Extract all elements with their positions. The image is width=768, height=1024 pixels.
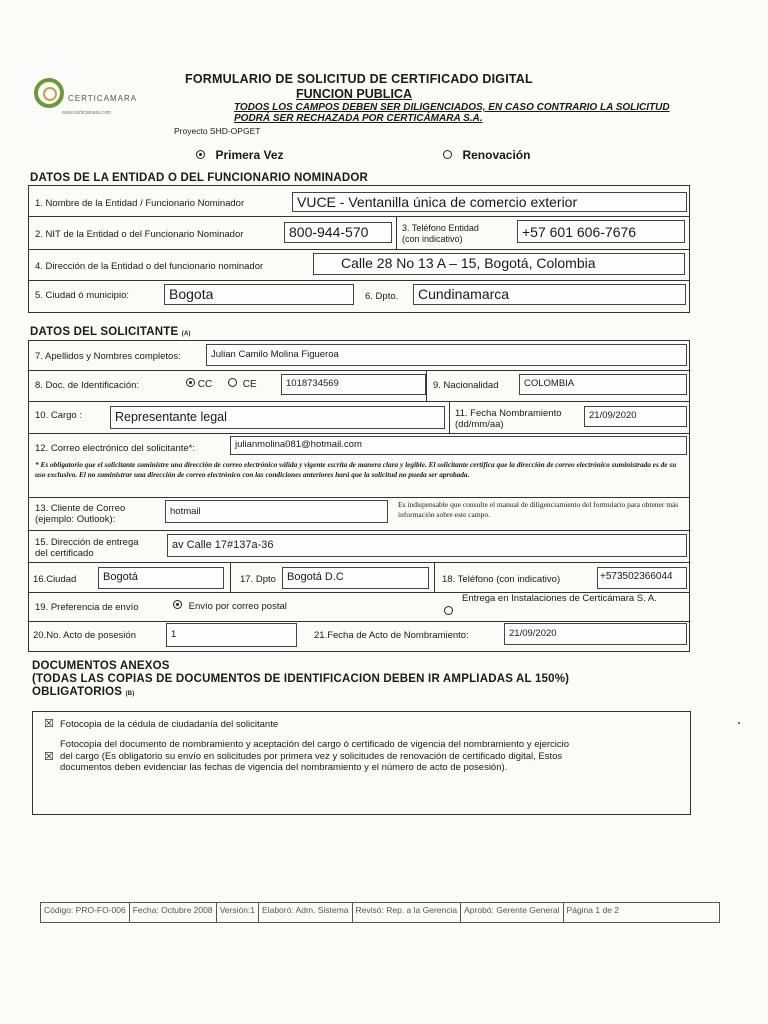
act-date-label: 21.Fecha de Acto de Nombramiento: [314,630,469,641]
warning-line-1: TODOS LOS CAMPOS DEBEN SER DILIGENCIADOS, EN CASO CONTRARIO LA SOLICITUD [234,102,670,113]
act-number-label: 20.No. Acto de posesión [33,630,136,641]
mail-client-label [35,503,125,525]
option-cc[interactable] [186,378,212,390]
option-office-pickup-label: Entrega en Instalaciones de Certicámara S. A. [462,593,657,604]
applicant-names-field[interactable]: Julian Camilo Molina Figueroa [206,344,687,366]
cell-divider [396,217,397,250]
option-office-pickup[interactable] [444,602,453,620]
footer-approved-by: Aprobó: Gerente General [461,903,563,922]
option-postal-mail[interactable] [173,600,287,612]
option-first-time-label: Primera Vez [215,148,284,162]
role-label: 10. Cargo : [35,410,82,421]
cell-divider [230,563,231,592]
entity-name-field[interactable]: VUCE - Ventanilla única de comercio exterior [292,192,687,212]
footer-date: Fecha: Octubre 2008 [130,903,217,922]
radio-empty-icon[interactable] [444,606,453,615]
entity-section-title: DATOS DE LA ENTIDAD O DEL FUNCIONARIO NOMINADOR [30,172,369,184]
attachments-title [32,660,569,701]
cell-divider [434,563,435,592]
applicant-section-mark: (A) [181,331,191,337]
id-doc-label: 8. Doc. de Identificación: [35,380,140,391]
footer-code: Código: PRO-FO-006 [41,903,130,922]
act-date-field[interactable]: 21/09/2020 [504,623,687,645]
entity-dept-field[interactable]: Cundinamarca [413,284,686,305]
email-label: 12. Correo electrónico del solicitante*: [35,443,196,454]
document-footer [40,902,720,923]
radio-empty-icon[interactable] [443,150,452,159]
delivery-label [35,537,139,559]
dept-field[interactable]: Bogotá D.C [282,567,429,589]
delivery-label-1: 15. Dirección de entrega [35,537,139,548]
project-label: Proyecto SHD-OPGET [174,126,261,136]
entity-phone-label [402,223,479,245]
certicamara-logo-center [43,87,57,101]
option-renewal[interactable] [443,146,530,164]
attachment-item-2-line-1: Fotocopia del documento de nombramiento y aceptación del cargo ó certificado de vigencia del nombramiento y ejercicio [60,739,570,750]
footer-page: Página 1 de 2 [566,905,620,915]
entity-city-label: 5. Ciudad ó municipio: [35,290,129,301]
city-label: 16.Ciudad [33,574,77,585]
entity-phone-label-2: (con indicativo) [402,234,463,244]
delivery-field[interactable]: av Calle 17#137a-36 [167,534,687,557]
row-divider [28,497,690,498]
appt-date-field[interactable]: 21/09/2020 [584,406,687,427]
option-postal-mail-label: Envío por correo postal [188,601,287,612]
footer-made-by: Elaboró: Adm. Sistema [259,903,352,922]
logo-brand: CERTICAMARA [68,94,138,103]
applicant-names-label: 7. Apellidos y Nombres completos: [35,351,181,362]
entity-nit-label: 2. NIT de la Entidad o del Funcionario Nominador [35,229,244,240]
id-number-field[interactable]: 1018734569 [281,374,426,395]
nationality-label: 9. Nacionalidad [433,380,499,391]
radio-selected-icon[interactable] [186,378,195,387]
option-renewal-label: Renovación [462,148,531,162]
phone-field[interactable]: +573502366044 [597,567,687,589]
entity-city-field[interactable]: Bogota [164,284,354,305]
attachments-title-3: OBLIGATORIOS [32,686,123,698]
entity-name-label: 1. Nombre de la Entidad / Funcionario Nominador [35,198,245,209]
attachments-title-1: DOCUMENTOS ANEXOS [32,660,170,672]
entity-dept-label: 6. Dpto. [365,291,399,302]
option-cc-label: CC [197,379,213,390]
email-field[interactable]: julianmolina081@hotmail.com [230,436,687,455]
manual-note: Es indispensable que consulte el manual de diligenciamiento del formulario para obtener más información sobre este campo. [398,500,679,519]
act-number-field[interactable]: 1 [166,623,297,647]
role-field[interactable]: Representante legal [110,406,445,429]
city-field[interactable]: Bogotá [98,567,224,589]
entity-address-field[interactable]: Calle 28 No 13 A – 15, Bogotá, Colombia [313,253,685,275]
entity-phone-label-1: 3. Teléfono Entidad [402,223,479,233]
nationality-field[interactable]: COLOMBIA [519,374,687,395]
appt-date-label-2: (dd/mm/aa) [455,419,504,430]
footer-version: Versión:1 [217,903,259,922]
radio-selected-icon[interactable] [196,150,205,159]
radio-empty-icon[interactable] [228,378,237,387]
entity-address-label: 4. Dirección de la Entidad o del funcionario nominador [35,261,264,272]
mail-client-label-1: 13. Cliente de Correo [35,503,126,514]
form-subtitle: FUNCION PUBLICA [296,87,412,101]
applicant-section-title-text: DATOS DEL SOLICITANTE [30,326,179,338]
mail-client-label-2: (ejemplo: Outlook): [35,514,116,525]
attachment-item-2-line-2: del cargo (Es obligatorio su envío en solicitudes por primera vez y solicitudes de renovación de certificado digital, Estos [60,750,563,762]
email-note: * Es obligatorio que el solicitante suministre una dirección de correo electrónico válida y vigente escrita de manera clara y legible. El solicitante certifica que la dirección de correo electrónico suministrada es de su uso exclusivo. El no suministrar una dirección de correo electrónico con las condiciones anteriores hará que la solicitud no pueda ser aprobada. [35,460,677,479]
appt-date-label-1: 11. Fecha Nombramiento [455,408,562,419]
cell-divider [449,402,450,434]
scan-speck [738,722,740,724]
attachments-title-mark: (B) [125,691,135,697]
delivery-label-2: del certificado [35,548,94,559]
dept-label: 17. Dpto [240,574,276,585]
form-title: FORMULARIO DE SOLICITUD DE CERTIFICADO DIGITAL [185,72,533,86]
applicant-section-title [30,326,191,338]
radio-selected-icon[interactable] [173,600,182,609]
warning-line-2: PODRÁ SER RECHAZADA POR CERTICÁMARA S.A. [234,113,483,124]
entity-phone-field[interactable]: +57 601 606-7676 [517,220,685,243]
mail-client-field[interactable]: hotmail [165,500,388,523]
checkbox-id-copy[interactable]: ☒ [44,718,54,730]
warning-text [234,102,670,124]
attachment-item-2 [60,739,690,774]
attachments-title-2: (TODAS LAS COPIAS DE DOCUMENTOS DE IDENTIFICACION DEBEN IR AMPLIADAS AL 150%) [32,673,570,685]
option-ce-label: CE [242,379,257,390]
entity-nit-field[interactable]: 800-944-570 [284,222,392,243]
delivery-pref-label: 19. Preferencia de envío [35,602,139,613]
cell-divider [426,371,427,402]
option-first-time[interactable] [196,146,284,164]
attachment-item-2-line-3: documentos deben evidenciar las fechas de vigencia del nombramiento y el número de acto de posesión). [60,762,508,773]
option-ce[interactable] [228,378,257,390]
phone-label: 18. Teléfono (con indicativo) [442,574,561,585]
checkbox-appointment-doc[interactable]: ☒ [44,751,54,763]
footer-reviewed-by: Revisó: Rep. a la Gerencia [353,903,462,922]
logo-url: www.certicamara.com [62,110,111,116]
attachment-item-1: Fotocopia de la cédula de ciudadanía del solicitante [60,719,279,730]
appt-date-label [455,408,562,430]
